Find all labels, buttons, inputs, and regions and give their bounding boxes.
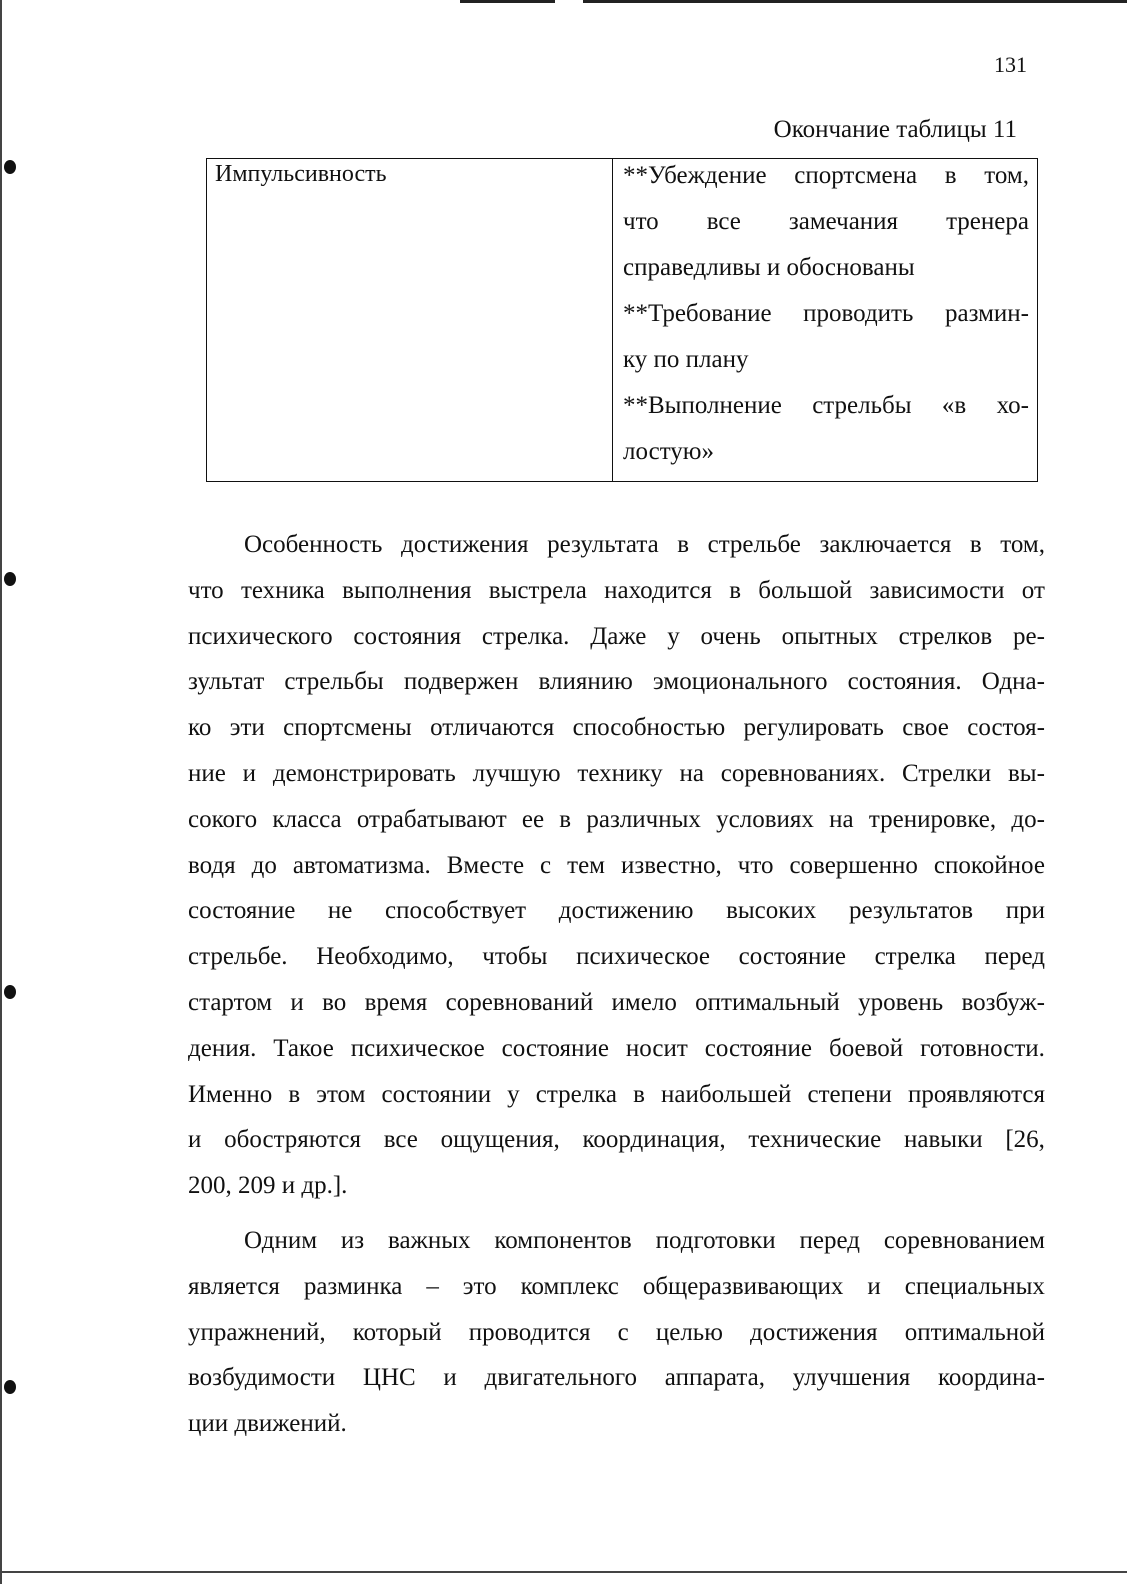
word: водя: [188, 851, 236, 879]
word: упражнений,: [188, 1318, 326, 1346]
paragraph-line: [188, 614, 1045, 660]
word: и: [242, 759, 257, 787]
bottom-page-edge: [0, 1571, 1127, 1573]
word: и: [443, 1364, 457, 1392]
paragraph-line: [188, 705, 1045, 751]
word: состояние: [704, 1034, 813, 1062]
word: достижения: [750, 1318, 878, 1346]
word: степени: [807, 1080, 892, 1108]
word: выполнения: [342, 576, 472, 604]
word: находится: [604, 576, 712, 604]
word: достижения: [401, 531, 529, 558]
word: навыки: [904, 1126, 983, 1154]
word: психическое: [576, 943, 710, 971]
word: с: [617, 1318, 629, 1346]
word: оптимальный: [695, 988, 840, 1016]
word: что: [737, 851, 774, 879]
word: психического: [188, 622, 333, 650]
word: проявляются: [907, 1080, 1045, 1108]
word: спортсмены: [283, 714, 412, 742]
word: обостряются: [224, 1126, 361, 1154]
binder-hole-mark: [4, 1380, 16, 1394]
word: чтобы: [482, 943, 548, 971]
paragraph-line: [188, 888, 1045, 934]
word: том,: [984, 162, 1029, 189]
word: тренера: [946, 208, 1029, 235]
word: Особенность: [244, 531, 383, 558]
word: соревнованиях.: [720, 759, 886, 787]
word: координа-: [937, 1364, 1045, 1392]
table-cell-trait: Импульсивность: [207, 159, 613, 481]
table-cell-line: [623, 297, 1029, 343]
word: Необходимо,: [316, 943, 454, 971]
word: в: [633, 1080, 645, 1108]
paragraph-line: [188, 980, 1045, 1026]
word: [26,: [1005, 1126, 1045, 1154]
word: это: [462, 1272, 497, 1300]
word: зультат: [188, 668, 265, 696]
word: спортсмена: [794, 162, 918, 189]
table-caption: Окончание таблицы 11: [773, 116, 1017, 143]
word: с: [540, 851, 552, 879]
paragraph-line: [188, 1072, 1045, 1118]
paragraph-line: [188, 1026, 1045, 1072]
word: Именно: [188, 1080, 273, 1108]
table-cell-line: лостую»: [623, 438, 714, 465]
word: координация,: [582, 1126, 726, 1154]
table-cell-line: [623, 389, 1029, 435]
word: является: [188, 1272, 280, 1300]
word: возбуж-: [961, 988, 1045, 1016]
word: Одна-: [981, 668, 1045, 696]
word: –: [426, 1272, 439, 1300]
word: наибольшей: [661, 1080, 792, 1108]
table-cell-line: ку по плану: [623, 346, 749, 373]
page-number: 131: [994, 52, 1027, 77]
word: стрелка.: [481, 622, 570, 650]
word: аппарата,: [664, 1364, 765, 1392]
word: очень: [700, 622, 761, 650]
table-cell-line: [623, 205, 1029, 251]
word: во: [322, 988, 347, 1016]
word: носит: [625, 1034, 688, 1062]
word: ощущения,: [440, 1126, 560, 1154]
word: стрелка: [874, 943, 956, 971]
paragraph-line: [188, 797, 1045, 843]
word: у: [667, 622, 680, 650]
word: зависимости: [869, 576, 1005, 604]
word: состояния.: [847, 668, 962, 696]
word: проводится: [468, 1318, 591, 1346]
paragraph-line: [188, 1264, 1045, 1310]
binder-hole-mark: [4, 985, 16, 999]
word: высоких: [726, 897, 817, 925]
continuation-table: [206, 158, 1038, 482]
word: замечания: [788, 208, 899, 235]
word: класса: [272, 805, 342, 833]
word: оптимальной: [904, 1318, 1045, 1346]
word: в: [944, 162, 957, 189]
binder-hole-mark: [4, 572, 16, 586]
word: целью: [655, 1318, 723, 1346]
paragraph-line: ции движений.: [188, 1410, 347, 1438]
word: все: [706, 208, 741, 235]
paragraph-line: [188, 1117, 1045, 1163]
word: уровень: [858, 988, 944, 1016]
word: тренировке,: [868, 805, 997, 833]
word: способствует: [385, 897, 527, 925]
word: влиянию: [538, 668, 633, 696]
paragraph-line: [188, 568, 1045, 614]
word: ЦНС: [362, 1364, 416, 1392]
word: заключается: [819, 531, 952, 558]
word: в: [288, 1080, 301, 1108]
word: технические: [748, 1126, 882, 1154]
word: на: [679, 759, 704, 787]
word: состоя-: [967, 714, 1045, 742]
word: достижению: [558, 897, 694, 925]
word: имело: [611, 988, 677, 1016]
word: и: [188, 1126, 202, 1154]
word: ре-: [1013, 622, 1045, 650]
word: улучшения: [792, 1364, 911, 1392]
word: соревнованием: [883, 1227, 1045, 1254]
word: эмоционального: [652, 668, 828, 696]
word: Вместе: [446, 851, 525, 879]
word: и: [867, 1272, 881, 1300]
body-paragraph: [188, 1218, 1045, 1447]
word: эти: [229, 714, 265, 742]
word: дения.: [188, 1034, 257, 1062]
word: возбудимости: [188, 1364, 336, 1392]
paragraph-line: [188, 659, 1045, 705]
table-cell-line: справедливы и обоснованы: [623, 254, 915, 281]
word: отличаются: [430, 714, 555, 742]
table-cell-conditions: [613, 159, 1037, 481]
word: в: [559, 805, 572, 833]
word: психическое: [350, 1034, 485, 1062]
word: компонентов: [494, 1227, 632, 1254]
word: совершенно: [789, 851, 918, 879]
word: регулировать: [743, 714, 884, 742]
word: готовности.: [920, 1034, 1045, 1062]
word: техника: [240, 576, 325, 604]
word: стрельбе: [707, 531, 801, 558]
body-paragraph: [188, 522, 1045, 1209]
word: выстрела: [488, 576, 587, 604]
word: автоматизма.: [292, 851, 431, 879]
word: проводить: [803, 300, 914, 327]
word: важных: [387, 1227, 471, 1254]
word: ко: [188, 714, 212, 742]
word: **Выполнение: [623, 392, 782, 419]
word: способностью: [572, 714, 726, 742]
top-border-gap: [555, 0, 583, 3]
word: демонстрировать: [272, 759, 456, 787]
word: **Требование: [623, 300, 772, 327]
left-page-edge: [0, 0, 2, 1584]
word: состояние: [738, 943, 846, 971]
word: размин-: [944, 300, 1029, 327]
word: опытных: [781, 622, 878, 650]
word: в: [677, 531, 690, 558]
word: этом: [316, 1080, 366, 1108]
binder-hole-mark: [4, 160, 16, 174]
word: результатов: [848, 897, 974, 925]
paragraph-line: [188, 1355, 1045, 1401]
word: состояния: [353, 622, 462, 650]
word: различных: [586, 805, 701, 833]
word: условиях: [716, 805, 814, 833]
word: Стрелки: [901, 759, 992, 787]
word: отрабатывают: [356, 805, 507, 833]
word: стрелка: [535, 1080, 618, 1108]
word: лучшую: [472, 759, 561, 787]
word: тем: [567, 851, 605, 879]
word: том,: [1000, 531, 1045, 558]
paragraph-line: 200, 209 и др.].: [188, 1172, 348, 1200]
word: ее: [521, 805, 545, 833]
word: большой: [758, 576, 853, 604]
word: Такое: [273, 1034, 334, 1062]
paragraph-line: [188, 522, 1045, 568]
word: специальных: [904, 1272, 1045, 1300]
word: разминка: [303, 1272, 403, 1300]
word: что: [623, 208, 659, 235]
word: результата: [547, 531, 659, 558]
word: который: [352, 1318, 442, 1346]
word: из: [340, 1227, 365, 1254]
word: спокойное: [933, 851, 1045, 879]
word: соревнований: [445, 988, 594, 1016]
word: что: [188, 576, 224, 604]
word: сокого: [188, 805, 258, 833]
paragraph-line: [188, 934, 1045, 980]
paragraph-line: [188, 1218, 1045, 1264]
word: перед: [984, 943, 1045, 971]
word: до: [251, 851, 277, 879]
word: стартом: [188, 988, 273, 1016]
word: состоянии: [381, 1080, 492, 1108]
word: состояние: [501, 1034, 609, 1062]
word: время: [364, 988, 428, 1016]
word: стрельбы: [812, 392, 912, 419]
paragraph-line: [188, 1310, 1045, 1356]
paragraph-line: [188, 751, 1045, 797]
word: подготовки: [655, 1227, 776, 1254]
word: комплекс: [520, 1272, 619, 1300]
word: стрельбе.: [188, 943, 288, 971]
word: на: [829, 805, 854, 833]
word: Даже: [590, 622, 647, 650]
paragraph-line: [188, 843, 1045, 889]
word: **Убеждение: [623, 162, 767, 189]
word: известно,: [621, 851, 722, 879]
word: хо-: [996, 392, 1029, 419]
word: при: [1005, 897, 1045, 925]
table-cell-line: [623, 159, 1029, 205]
word: двигательного: [484, 1364, 638, 1392]
word: стрелков: [898, 622, 993, 650]
word: у: [507, 1080, 520, 1108]
word: в: [729, 576, 741, 604]
word: не: [327, 897, 353, 925]
word: вы-: [1007, 759, 1045, 787]
word: в: [969, 531, 982, 558]
word: свое: [902, 714, 949, 742]
word: ние: [188, 759, 226, 787]
word: Одним: [244, 1227, 318, 1254]
word: состояние: [188, 897, 296, 925]
word: «в: [941, 392, 967, 419]
word: боевой: [828, 1034, 904, 1062]
word: и: [290, 988, 304, 1016]
word: перед: [799, 1227, 860, 1254]
word: все: [383, 1126, 418, 1154]
word: технику: [577, 759, 663, 787]
word: подвержен: [403, 668, 519, 696]
word: стрельбы: [284, 668, 384, 696]
word: от: [1021, 576, 1045, 604]
word: общеразвивающих: [642, 1272, 844, 1300]
word: до-: [1011, 805, 1045, 833]
